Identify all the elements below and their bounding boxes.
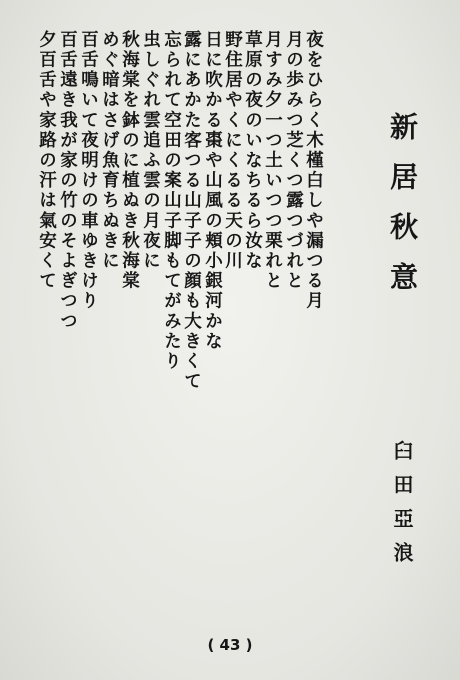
author-name: 臼田亞浪	[390, 440, 414, 576]
poem-line: 月の歩みつ芝くつ露つづれと	[283, 30, 304, 292]
poem-line: 野住居やくにくるる天の川	[222, 30, 243, 272]
poem-line: 虫しぐれ雲追ふ雲の月夜に	[140, 30, 161, 272]
poem-line: 百舌鳴いて夜明けの車ゆきけり	[78, 30, 99, 312]
poem-line: 夜をひらく木槿白しや漏つる月	[303, 30, 324, 312]
poem-line: 夕百舌や家路の汗は氣安くて	[36, 30, 57, 292]
page-number: ( 43 )	[207, 636, 253, 654]
poem-line: 草原の夜のいなちるら汝な	[242, 30, 263, 272]
poem-line: 百舌遠き我が家の竹のそよぎつつ	[57, 30, 78, 332]
poem-line: 秋海棠を鉢のに植ぬき秋海棠	[119, 30, 140, 292]
poem-title: 新居秋意	[386, 112, 419, 312]
poem-line: 忘られて空田の案山子脚もてがみたり	[161, 30, 182, 372]
poem-line: 露にあかた客つる山子子の顔も大きくて	[181, 30, 202, 392]
poem-line: 月すみ夕一つ土いつつ栗れと	[262, 30, 283, 292]
poem-line: 日に吹かる棗や山風の頬小銀河かな	[202, 30, 223, 352]
poem-line: めぐ暗はさげ魚育ちぬきに	[99, 30, 120, 272]
